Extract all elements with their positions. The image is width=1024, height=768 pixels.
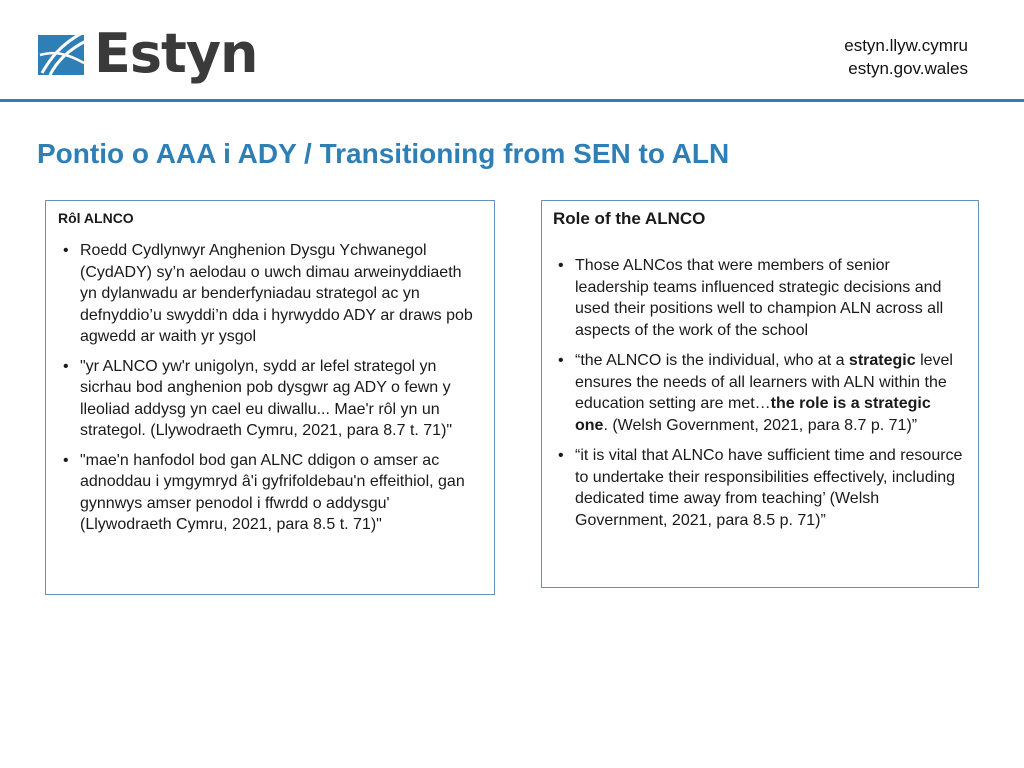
english-bullet-list [553, 255, 967, 531]
quote-emphasis: the role is a strategic one [575, 395, 931, 434]
list-item: • “it is vital that ALNCo have sufficient time and resource to undertake their responsibilities effectively, including dedicated time away from teaching’ (Welsh Government, 2021, para 8.5 p. 71)” [553, 445, 967, 531]
welsh-bullet-list [58, 240, 482, 536]
quote-text: level ensures the needs of all learners with ALN within the education setting are met… [575, 352, 953, 412]
list-item [553, 350, 967, 436]
page-title: Pontio o AAA i ADY / Transitioning from SEN to ALN [37, 138, 730, 169]
logo-wordmark: Estyn [94, 22, 258, 85]
welsh-box-heading: Rôl ALNCO [58, 210, 134, 226]
header-divider [0, 99, 1024, 102]
english-box-heading: Role of the ALNCO [553, 209, 706, 228]
site-urls [844, 34, 968, 80]
quote-text: . (Welsh Government, 2021, para 8.7 p. 71)” [603, 416, 918, 434]
english-text-box [541, 200, 979, 588]
list-item: • "mae'n hanfodol bod gan ALNC ddigon o amser ac adnoddau i ymgymryd â'i gyfrifoldebau'n effeithiol, gan gynnwys amser penodol i ffwrdd o addysgu' (Llywodraeth Cymru, 2021, para 8.5 t. 71)" [58, 450, 482, 536]
url-welsh[interactable]: estyn.llyw.cymru [844, 36, 968, 55]
quote-text: “the ALNCO is the individual, who at a [575, 352, 849, 369]
welsh-text-box [45, 200, 495, 595]
estyn-logo [36, 22, 266, 86]
quote-emphasis: strategic [848, 352, 916, 369]
list-item: • "yr ALNCO yw'r unigolyn, sydd ar lefel strategol yn sicrhau bod anghenion pob dysgwr ag ADY o fewn y lleoliad addysg yn cael eu diwallu... Mae'r rôl yn un strategol. (Llywodraeth Cymru, 2021, para 8.7 t. 71)" [58, 356, 482, 442]
estyn-logo-mark-icon [36, 29, 88, 79]
url-english[interactable]: estyn.gov.wales [848, 59, 968, 78]
list-item: • Roedd Cydlynwyr Anghenion Dysgu Ychwanegol (CydADY) sy’n aelodau o uwch dimau arweinyddiaeth yn dylanwadu ar benderfyniadau strategol ac yn defnyddio’u swyddi’n dda i hyrwyddo ADY ar draws pob agwedd ar waith yr ysgol [58, 240, 482, 348]
list-item: • Those ALNCos that were members of senior leadership teams influenced strategic decisions and used their positions well to champion ALN across all aspects of the work of the school [553, 255, 967, 341]
